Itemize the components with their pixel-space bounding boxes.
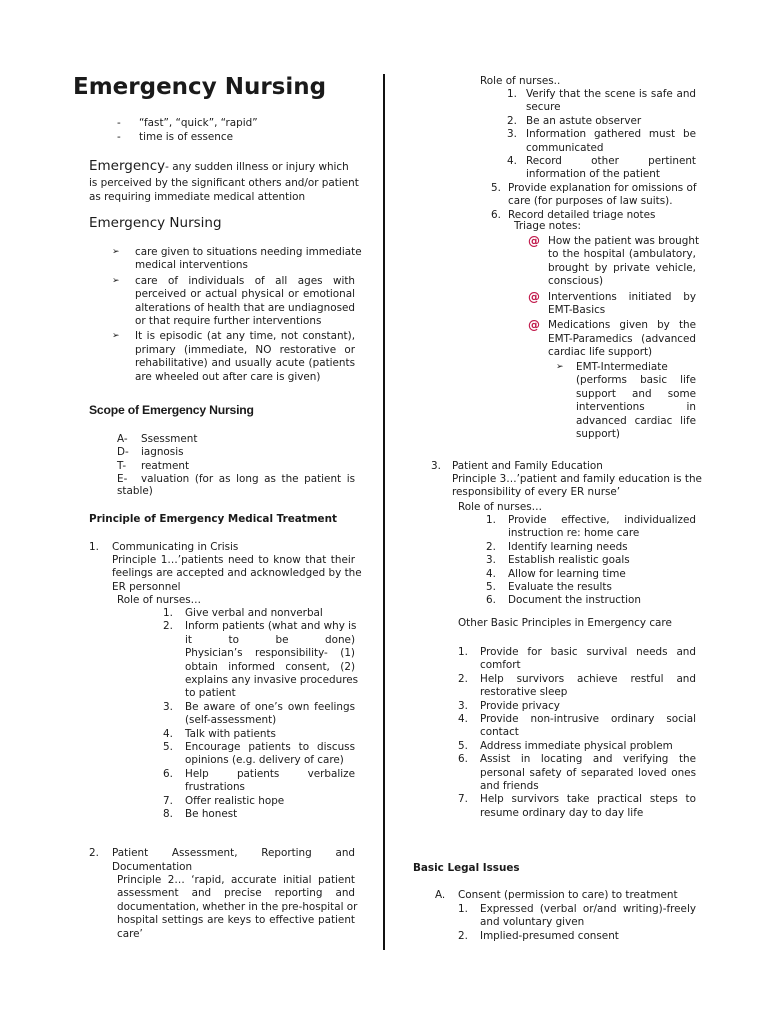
list-item-text: Encourage patients to discuss — [185, 741, 355, 753]
intro-bullet: “fast”, “quick”, “rapid” — [139, 117, 258, 129]
section-heading: Scope of Emergency Nursing — [89, 403, 254, 417]
list-item-text: Be an astute observer — [526, 114, 642, 127]
scope-letter: D- — [117, 446, 129, 459]
section-heading: Emergency Nursing — [89, 215, 222, 231]
list-item-text: Give verbal and nonverbal — [185, 607, 323, 619]
list-item-text: Provide for basic survival needs and — [480, 646, 696, 658]
bullet-text: primary (immediate, NO restorative or — [135, 343, 355, 356]
list-number: 8. — [163, 808, 173, 820]
list-item-text: Document the instruction — [508, 594, 641, 607]
list-number: 1. — [458, 903, 468, 915]
list-number: 3. — [486, 554, 496, 567]
list-item-text: Provide explanation for omissions of — [508, 182, 697, 194]
list-item-text: it to be done) — [185, 633, 355, 646]
list-number: 5. — [491, 182, 501, 194]
emt-text: support) — [576, 428, 620, 440]
list-number: 2. — [486, 540, 496, 553]
emt-text: support and some — [576, 387, 696, 400]
principle-text: Principle 3…’patient and family education is the — [452, 473, 702, 485]
legal-heading: Basic Legal Issues — [413, 862, 520, 874]
list-item-text: Provide non-intrusive ordinary social — [480, 713, 696, 725]
principle-title: Documentation — [112, 861, 193, 873]
list-item-text: Be honest — [185, 808, 238, 820]
triage-text: Interventions initiated by — [548, 290, 696, 303]
list-number: 6. — [491, 208, 501, 221]
list-number: 2. — [163, 620, 173, 633]
list-item-text: explains any invasive procedures — [185, 674, 359, 686]
list-number: 2. — [458, 929, 468, 942]
list-number: 4. — [458, 713, 468, 725]
emergency-term: Emergency — [89, 158, 166, 174]
emergency-definition-line: - any sudden illness or injury which — [165, 161, 349, 173]
list-item-text: care (for purposes of law suits). — [508, 195, 673, 208]
list-number: 3. — [507, 128, 517, 141]
list-item-text: Evaluate the results — [508, 581, 612, 593]
scope-text: valuation (for as long as the patient is — [141, 473, 355, 486]
emt-text: advanced cardiac life — [576, 414, 696, 427]
triage-text: brought by private vehicle, — [548, 261, 696, 274]
list-item-text: Address immediate physical problem — [480, 739, 673, 752]
intro-bullet: time is of essence — [139, 131, 234, 143]
list-item-text: (self-assessment) — [185, 714, 277, 727]
emergency-definition-line: is perceived by the significant others and/or patient — [89, 177, 359, 189]
emergency-definition — [89, 158, 349, 174]
list-number: 5. — [486, 581, 496, 593]
list-number: 3. — [163, 700, 173, 713]
triage-text: EMT-Basics — [548, 304, 606, 316]
legal-item: Consent (permission to care) to treatment — [458, 889, 678, 901]
principle-text: feelings are accepted and acknowledged by the — [112, 567, 362, 580]
list-item-text: instruction re: home care — [508, 527, 640, 540]
list-number: 1. — [163, 607, 173, 619]
principle-text: responsibility of every ER nurse’ — [452, 486, 621, 499]
scope-letter: T- — [117, 459, 127, 472]
role-label: Role of nurses… — [458, 501, 543, 513]
list-item-text: communicated — [526, 141, 604, 154]
list-item-text: Identify learning needs — [508, 540, 628, 553]
triage-text: conscious) — [548, 275, 604, 288]
emergency-definition-line: as requiring immediate medical attention — [89, 191, 306, 203]
list-number: 7. — [163, 794, 173, 807]
bullet-text: perceived or actual physical or emotional — [135, 288, 355, 301]
principle-title: Patient and Family Education — [452, 460, 603, 472]
list-item-text: Provide effective, individualized — [508, 514, 696, 526]
emt-text: (performs basic life — [576, 374, 696, 387]
principle-text: hospital settings are keys to effective patient — [117, 914, 355, 927]
principle-number: 3. — [431, 460, 441, 472]
list-number: 6. — [486, 594, 496, 607]
list-item-text: Help patients verbalize — [185, 767, 355, 780]
list-item-text: contact — [480, 726, 519, 739]
principle-title: Patient Assessment, Reporting and — [112, 847, 355, 859]
list-item-text: Physician’s responsibility- (1) — [185, 647, 355, 660]
list-number: 4. — [507, 155, 517, 167]
bullet-text: alterations of health that are undiagnosed — [135, 301, 355, 314]
list-item-text: restorative sleep — [480, 686, 568, 699]
list-item-text: Information gathered must be — [526, 128, 696, 141]
list-number: 4. — [163, 727, 173, 740]
triage-text: to the hospital (ambulatory, — [548, 248, 696, 261]
triage-text: Medications given by the — [548, 319, 696, 332]
scope-text: Ssessment — [141, 433, 198, 445]
emt-text: EMT-Intermediate — [576, 361, 668, 373]
list-item-text: secure — [526, 101, 561, 114]
principle-text: care’ — [117, 927, 143, 940]
principle-text: ER personnel — [112, 580, 181, 593]
list-item-text: Offer realistic hope — [185, 794, 285, 807]
at-bullet-icon: @ — [528, 289, 540, 304]
list-item-text: opinions (e.g. delivery of care) — [185, 754, 344, 767]
principle-text: Principle 2… ‘rapid, accurate initial patient — [117, 874, 355, 886]
principle-number: 2. — [89, 847, 99, 859]
triage-text: How the patient was brought — [548, 235, 700, 247]
arrow-bullet-icon: ➢ — [112, 247, 120, 257]
principle-title: Communicating in Crisis — [112, 541, 239, 553]
list-number: 2. — [507, 114, 517, 127]
list-item-text: comfort — [480, 659, 521, 672]
list-number: 3. — [458, 699, 468, 712]
list-item-text: Record detailed triage notes — [508, 208, 656, 221]
principle-text: assessment and precise reporting and — [117, 887, 355, 900]
triage-text: cardiac life support) — [548, 346, 653, 359]
list-item-text: Verify that the scene is safe and — [526, 88, 696, 100]
scope-text: reatment — [141, 459, 190, 472]
list-number: 6. — [163, 767, 173, 780]
role-label: Role of nurses… — [117, 594, 202, 606]
list-item-text: Inform patients (what and why is — [185, 620, 357, 633]
bullet-text: are wheeled out after care is given) — [135, 370, 321, 383]
list-item-text: obtain informed consent, (2) — [185, 660, 355, 673]
list-item-text: and voluntary given — [480, 916, 585, 929]
list-number: 2. — [458, 672, 468, 685]
scope-text: iagnosis — [141, 446, 184, 459]
scope-letter: A- — [117, 433, 128, 445]
list-number: 1. — [507, 88, 517, 100]
scope-letter: E- — [117, 473, 128, 486]
list-number: 5. — [163, 741, 173, 753]
bullet-text: or that require further interventions — [135, 315, 322, 327]
triage-label: Triage notes: — [514, 220, 581, 232]
triage-text: EMT-Paramedics (advanced — [548, 332, 696, 345]
role-label: Role of nurses.. — [480, 75, 561, 87]
principle-text: Principle 1…’patients need to know that their — [112, 554, 355, 566]
principle-number: 1. — [89, 541, 99, 553]
list-item-text: Implied-presumed consent — [480, 929, 619, 942]
bullet-text: medical interventions — [135, 259, 248, 272]
list-item-text: Record other pertinent — [526, 155, 696, 167]
column-divider — [383, 74, 385, 950]
at-bullet-icon: @ — [528, 234, 540, 248]
list-item-text: resume ordinary day to day life — [480, 806, 644, 819]
list-item-text: Help survivors take practical steps to — [480, 793, 696, 806]
bullet-text: rehabilitative) and usually acute (patients — [135, 357, 355, 370]
emt-text: interventions in — [576, 401, 696, 414]
list-number: 5. — [458, 739, 468, 752]
list-item-text: Talk with patients — [185, 727, 276, 740]
dash-marker: - — [117, 117, 121, 129]
list-number: 1. — [486, 514, 496, 526]
list-item-text: Assist in locating and verifying the — [480, 753, 696, 766]
list-item-text: personal safety of separated loved ones — [480, 766, 696, 779]
list-item-text: Provide privacy — [480, 699, 560, 712]
principle-text: documentation, whether in the pre-hospital or — [117, 900, 358, 913]
bullet-text: It is episodic (at any time, not constant), — [135, 330, 355, 343]
at-bullet-icon: @ — [528, 318, 540, 333]
list-number: 6. — [458, 753, 468, 766]
list-item-text: frustrations — [185, 781, 245, 794]
list-item-text: Allow for learning time — [508, 567, 626, 580]
scope-last-line: stable) — [117, 485, 153, 497]
list-number: 4. — [486, 567, 496, 580]
section-heading: Other Basic Principles in Emergency care — [458, 617, 672, 629]
list-item-text: Be aware of one’s own feelings — [185, 700, 355, 713]
dash-marker: - — [117, 131, 121, 143]
list-item-text: and friends — [480, 780, 539, 792]
list-number: 7. — [458, 793, 468, 806]
list-number: 1. — [458, 646, 468, 658]
legal-letter: A. — [435, 889, 446, 901]
arrow-bullet-icon: ➢ — [556, 362, 564, 372]
bullet-text: care given to situations needing immediate — [135, 246, 362, 258]
principles-heading: Principle of Emergency Medical Treatment — [89, 513, 337, 525]
list-item-text: Help survivors achieve restful and — [480, 672, 696, 685]
list-item-text: information of the patient — [526, 168, 660, 181]
list-item-text: Establish realistic goals — [508, 554, 630, 567]
list-item-text: to patient — [185, 687, 236, 700]
arrow-bullet-icon: ➢ — [112, 331, 120, 342]
bullet-text: care of individuals of all ages with — [135, 274, 355, 287]
list-item-text: Expressed (verbal or/and writing)-freely — [480, 903, 696, 915]
page-title: Emergency Nursing — [73, 74, 327, 100]
arrow-bullet-icon: ➢ — [112, 275, 120, 286]
